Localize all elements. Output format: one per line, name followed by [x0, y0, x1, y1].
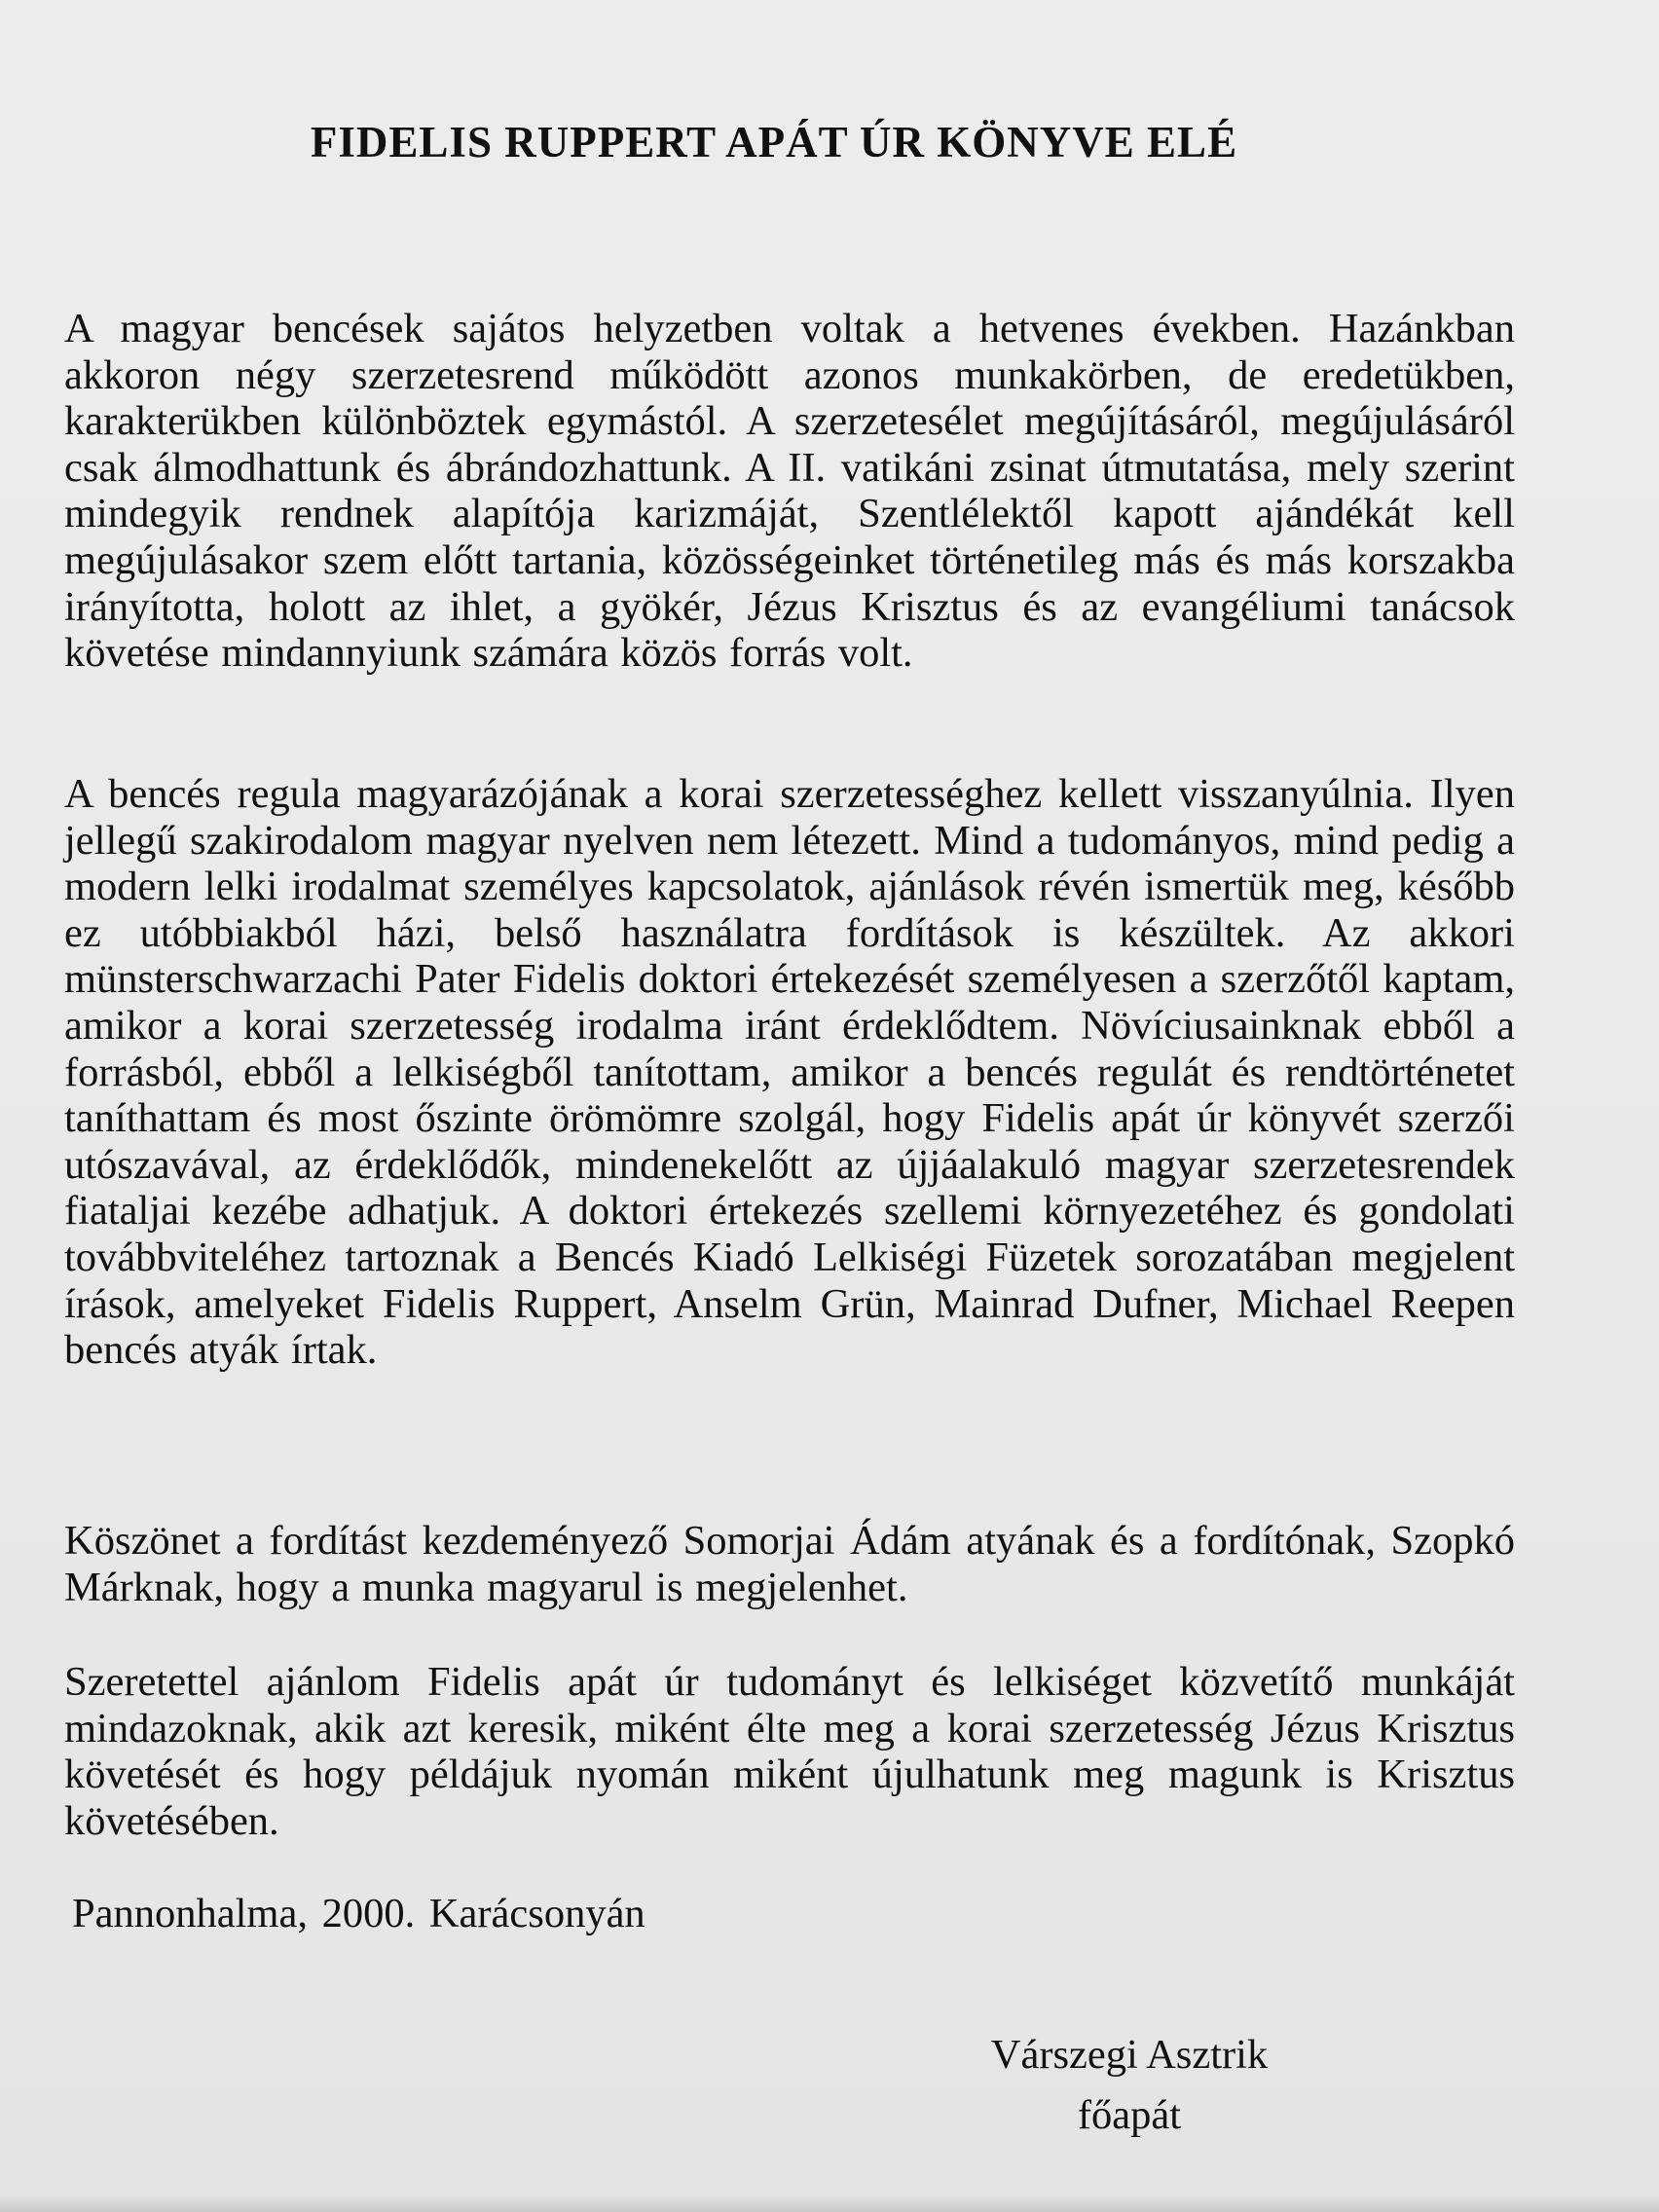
page-edge-shadow [0, 2194, 1659, 2212]
paragraph-2: A bencés regula magyarázójának a korai szerzetességhez kellett visszanyúlnia. Ilyen jellegű szakirodalom magyar nyelven nem létezett. Mind a tudományos, mind pedig a modern lelki irodalmat személyes kapcsolatok, ajánlások révén ismertük meg, később ez utóbbiakból házi, belső használatra fordítások is készültek. Az akkori münsterschwarzachi Pater Fidelis doktori értekezését személyesen a szerzőtől kaptam, amikor a korai szerzetesség irodalma iránt érdeklődtem. Növíciusainknak ebből a forrásból, ebből a lelkiségből tanítottam, amikor a bencés regulát és rendtörténetet taníthattam és most őszinte örömömre szolgál, hogy Fidelis apát úr könyvét szerzői utószavával, az érdeklődők, mindenekelőtt az újjáalakuló magyar szerzetesrendek fiataljai kezébe adhatjuk. A doktori értekezés szellemi környezetéhez és gondolati továbbviteléhez tartoznak a Bencés Kiadó Lelkiségi Füzetek sorozatában megjelent írások, amelyeket Fidelis Ruppert, Anselm Grün, Mainrad Dufner, Michael Reepen bencés atyák írtak. [64, 771, 1515, 1374]
signature-name: Várszegi Asztrik [990, 2032, 1269, 2078]
signature-block [954, 2025, 1305, 2146]
paragraph-3: Köszönet a fordítást kezdeményező Somorjai Ádám atyának és a fordítónak, Szopkó Márknak, hogy a munka magyarul is megjelenhet. [64, 1518, 1515, 1610]
signature-role: főapát [1077, 2092, 1182, 2138]
page-title: FIDELIS RUPPERT APÁT ÚR KÖNYVE ELÉ [310, 118, 1238, 166]
dateline: Pannonhalma, 2000. Karácsonyán [72, 1891, 645, 1936]
paragraph-4: Szeretettel ajánlom Fidelis apát úr tudományt és lelkiséget közvetítő munkáját mindazoknak, akik azt keresik, miként élte meg a korai szerzetesség Jézus Krisztus követését és hogy példájuk nyomán miként újulhatunk meg magunk is Krisztus követésében. [64, 1659, 1515, 1844]
paragraph-1: A magyar bencések sajátos helyzetben voltak a hetvenes években. Hazánkban akkoron négy szerzetesrend működött azonos munkakörben, de eredetükben, karakterükben különböztek egymástól. A szerzetesélet megújításáról, megújulásáról csak álmodhattunk és ábrándozhattunk. A II. vatikáni zsinat útmutatása, mely szerint mindegyik rendnek alapítója karizmáját, Szentlélektől kapott ajándékát kell megújulásakor szem előtt tartania, közösségeinket történetileg más és más korszakba irányította, holott az ihlet, a gyökér, Jézus Krisztus és az evangéliumi tanácsok követése mindannyiunk számára közös forrás volt. [64, 306, 1515, 677]
